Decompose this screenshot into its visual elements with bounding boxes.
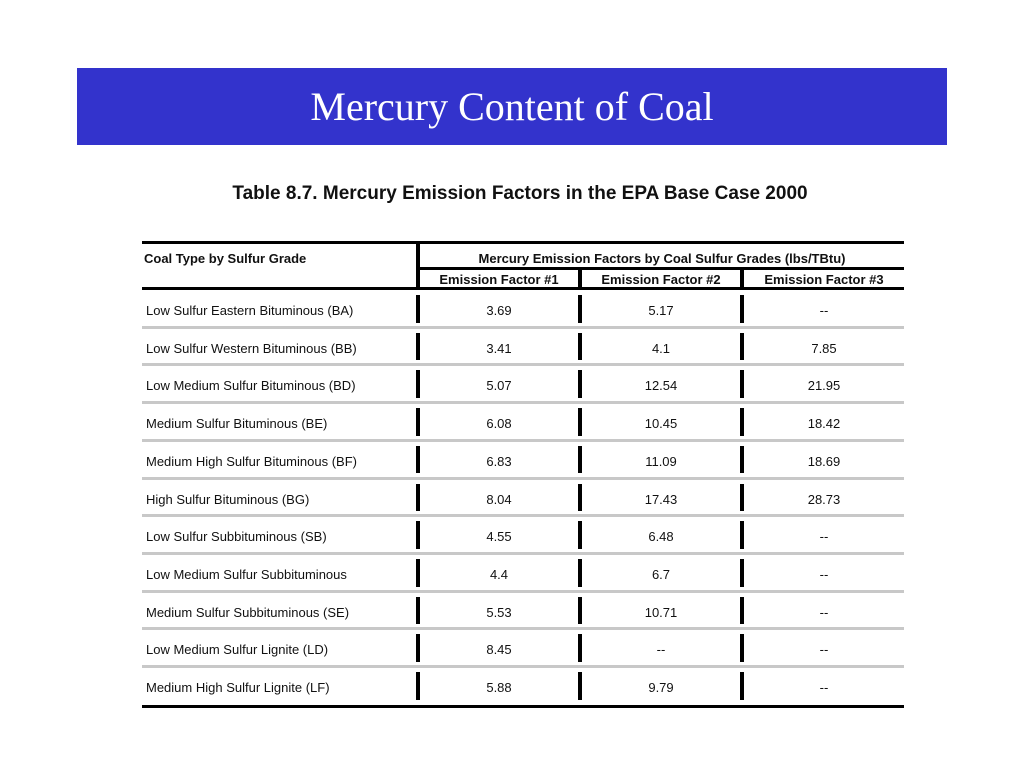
row-rule [142,477,904,480]
factor-1-cell: 6.08 [486,416,512,432]
factor-3-cell: 18.69 [807,453,841,469]
column-separator [740,672,744,700]
coal-type-cell: Low Sulfur Subbituminous (SB) [146,529,327,545]
coal-type-cell: Low Medium Sulfur Bituminous (BD) [146,378,356,394]
coal-type-cell: Medium Sulfur Subbituminous (SE) [146,604,350,620]
factor-2-cell: -- [656,642,666,658]
factor-3-cell: -- [819,604,829,620]
factor-3-cell: 18.42 [807,416,841,432]
column-header-factor-1: Emission Factor #1 [439,272,559,287]
row-rule [142,363,904,366]
coal-type-cell: Low Sulfur Eastern Bituminous (BA) [146,303,354,318]
row-rule [142,590,904,593]
header-bottom-rule [142,287,904,290]
column-separator [416,295,420,323]
coal-type-cell: High Sulfur Bituminous (BG) [146,491,310,507]
factor-1-cell: 8.45 [486,642,512,658]
column-separator [416,446,420,474]
group-header-rule [416,267,904,270]
title-banner [77,68,947,145]
column-separator [416,521,420,549]
slide-title: Mercury Content of Coal [310,84,714,129]
column-separator [416,559,420,587]
coal-type-cell: Medium Sulfur Bituminous (BE) [146,416,328,432]
factor-2-cell: 10.45 [644,416,678,432]
column-separator [578,446,582,474]
factor-1-cell: 6.83 [486,453,512,469]
column-separator [740,446,744,474]
factor-3-cell: 7.85 [811,340,837,356]
factor-1-cell: 5.53 [486,604,512,620]
table-bottom-rule [142,705,904,708]
factor-3-cell: 28.73 [807,491,841,507]
coal-type-cell: Low Sulfur Western Bituminous (BB) [146,340,357,356]
column-separator [578,597,582,625]
column-separator [578,672,582,700]
column-separator [578,408,582,436]
column-separator [740,559,744,587]
table-caption: Table 8.7. Mercury Emission Factors in the EPA Base Case 2000 [232,183,808,204]
factor-1-cell: 5.07 [486,378,512,394]
factor-1-cell: 8.04 [486,491,512,507]
coal-type-cell: Low Medium Sulfur Subbituminous [146,566,347,582]
column-separator [416,408,420,436]
factor-1-cell: 3.41 [486,340,512,356]
factor-3-cell: 21.95 [807,378,841,394]
factor-3-cell: -- [819,680,829,695]
group-header-label: Mercury Emission Factors by Coal Sulfur Grades (lbs/TBtu) [478,251,846,266]
column-header-factor-2: Emission Factor #2 [601,272,721,287]
column-separator [416,370,420,398]
factor-3-cell: -- [819,642,829,658]
column-separator [416,333,420,361]
column-separator [740,408,744,436]
row-rule [142,439,904,442]
coal-type-cell: Low Medium Sulfur Lignite (LD) [146,642,329,658]
factor-2-cell: 9.79 [648,680,674,695]
column-separator [578,559,582,587]
column-separator [740,484,744,512]
factor-1-cell: 5.88 [486,680,512,695]
factor-3-cell: -- [819,303,829,318]
table-top-rule [142,241,904,244]
column-separator [740,521,744,549]
column-separator [416,634,420,662]
factor-1-cell: 4.55 [486,529,512,545]
column-separator [578,333,582,361]
column-header-factor-3: Emission Factor #3 [764,272,884,287]
column-separator [740,597,744,625]
factor-2-cell: 12.54 [644,378,678,394]
column-separator [578,521,582,549]
column-separator [740,333,744,361]
row-rule [142,665,904,668]
factor-2-cell: 4.1 [651,340,671,356]
emission-factors-table [142,241,904,708]
factor-2-cell: 11.09 [645,453,677,469]
factor-3-cell: -- [819,566,829,582]
factor-3-cell: -- [819,529,829,545]
factor-2-cell: 17.43 [644,491,678,507]
factor-1-cell: 4.4 [489,566,509,582]
column-separator [416,597,420,625]
row-rule [142,326,904,329]
column-separator [740,634,744,662]
row-header-label: Coal Type by Sulfur Grade [144,251,307,266]
column-separator [416,484,420,512]
row-rule [142,627,904,630]
column-separator [740,370,744,398]
factor-2-cell: 6.7 [651,566,671,582]
factor-2-cell: 5.17 [648,303,674,318]
row-rule [142,401,904,404]
coal-type-cell: Medium High Sulfur Bituminous (BF) [146,453,357,469]
row-rule [142,552,904,555]
column-separator [416,672,420,700]
column-separator [578,370,582,398]
factor-2-cell: 6.48 [648,529,674,545]
factor-1-cell: 3.69 [486,303,512,318]
factor-2-cell: 10.71 [644,604,678,620]
column-separator [740,295,744,323]
coal-type-cell: Medium High Sulfur Lignite (LF) [146,680,330,695]
column-separator [578,484,582,512]
column-separator [578,634,582,662]
row-rule [142,514,904,517]
column-separator [578,295,582,323]
